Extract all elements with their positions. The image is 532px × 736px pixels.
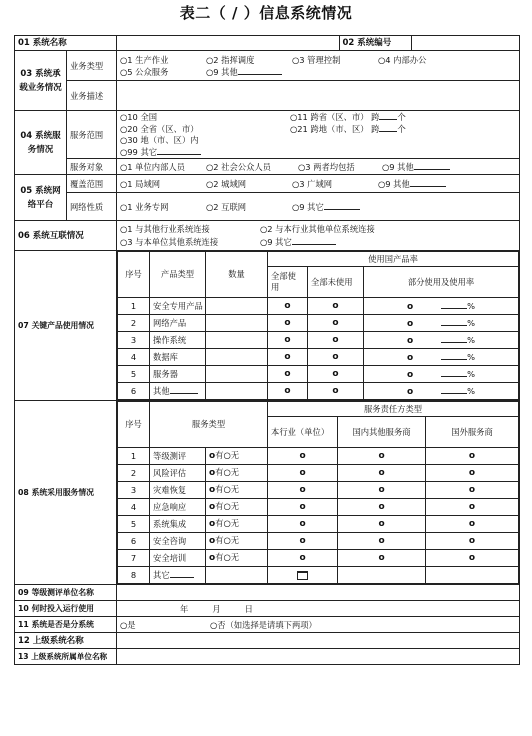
kp-all-radio[interactable] [268, 383, 308, 400]
kp-no: 6 [118, 383, 150, 400]
eval-unit-label: 09 等级测评单位名称 [15, 585, 117, 601]
radio-icon[interactable]: o [406, 301, 414, 312]
sv-domestic-radio[interactable] [338, 533, 426, 550]
business-type-label: 业务类型 [67, 51, 117, 81]
key-products-label: 07 关键产品使用情况 [15, 251, 117, 401]
sv-foreign-radio[interactable] [426, 533, 519, 550]
kp-qty[interactable] [206, 383, 268, 400]
kp-row [118, 332, 519, 349]
system-number-label: 02 系统编号 [339, 36, 411, 50]
page-title: 表二（ / ）信息系统情况 [179, 4, 353, 22]
sv-no: 5 [118, 516, 150, 533]
subsystem-yes[interactable]: ○是 [120, 619, 136, 630]
services-label: 08 系统采用服务情况 [15, 401, 117, 585]
radio-icon[interactable]: o [284, 386, 291, 396]
sv-no: 3 [118, 482, 150, 499]
service-object-opt-3[interactable]: ○3 两者均包括 [298, 161, 355, 172]
sv-row [118, 567, 519, 584]
kp-all-radio[interactable] [268, 315, 308, 332]
kp-none-radio[interactable] [308, 366, 364, 383]
sv-same-radio[interactable] [268, 499, 338, 516]
radio-icon[interactable]: o [468, 485, 476, 495]
kp-header-no: 序号 [118, 252, 150, 298]
kp-part-radio[interactable]: o % [364, 315, 519, 332]
network-cover-opt-9[interactable]: ○9 其他 [378, 178, 446, 190]
sv-domestic-radio[interactable] [338, 516, 426, 533]
kp-header-all: 全部使用 [268, 267, 308, 298]
sv-header-type: 服务类型 [150, 402, 268, 448]
service-object-opt-9[interactable]: ○9 其他 [382, 161, 450, 173]
run-date-day: 日 [244, 603, 253, 614]
service-range-label: 服务范围 [67, 111, 117, 159]
service-range-opt-30[interactable]: ○30 地（市、区）内 [120, 135, 199, 145]
sv-row [118, 516, 519, 533]
network-nature-opt-9[interactable]: ○9 其它 [292, 201, 360, 213]
sv-has[interactable]: o有○无 [206, 465, 268, 482]
radio-icon[interactable]: o [468, 451, 476, 461]
sv-foreign-radio[interactable] [426, 482, 519, 499]
network-nature-opt-1[interactable]: ○1 业务专网 [120, 201, 169, 212]
sv-foreign-radio[interactable] [426, 448, 519, 465]
radio-icon[interactable]: o [332, 352, 339, 362]
sv-foreign-radio[interactable] [426, 465, 519, 482]
business-type-opt-2[interactable]: ○2 指挥调度 [206, 54, 255, 65]
service-section-label: 04 系统服务情况 [15, 111, 67, 175]
radio-icon[interactable]: o [299, 553, 306, 563]
sv-row [118, 499, 519, 516]
network-nature-opt-2[interactable]: ○2 互联网 [206, 201, 247, 212]
network-cover-opt-3[interactable]: ○3 广域网 [292, 178, 333, 189]
sv-type: 应急响应 [150, 499, 206, 516]
sv-has[interactable]: o有○无 [206, 516, 268, 533]
kp-no: 3 [118, 332, 150, 349]
sv-type: 灾难恢复 [150, 482, 206, 499]
service-object-opt-2[interactable]: ○2 社会公众人员 [206, 161, 271, 172]
radio-icon[interactable]: o [332, 369, 339, 379]
kp-row [118, 366, 519, 383]
radio-icon[interactable]: o [284, 369, 291, 379]
run-date-month: 月 [212, 603, 221, 614]
kp-part-radio[interactable]: o % [364, 332, 519, 349]
radio-icon[interactable]: o [468, 519, 476, 529]
kp-all-radio[interactable] [268, 332, 308, 349]
sv-domestic-radio[interactable] [338, 465, 426, 482]
sv-foreign-radio[interactable] [426, 499, 519, 516]
interconnect-opt-2[interactable]: ○2 与本行业其他单位系统连接 [260, 223, 375, 234]
kp-header-rate: 使用国产品率 [268, 252, 519, 267]
network-section-label: 05 系统网络平台 [15, 175, 67, 221]
sv-no: 7 [118, 550, 150, 567]
network-cover-opt-2[interactable]: ○2 城域网 [206, 178, 247, 189]
kp-qty[interactable] [206, 332, 268, 349]
radio-icon[interactable]: o [468, 468, 476, 478]
sv-type: 其它 [150, 567, 206, 584]
system-name-field[interactable] [117, 36, 339, 50]
radio-icon[interactable]: o [468, 502, 476, 512]
service-range-opt-99[interactable]: ○99 其它 [120, 146, 201, 158]
interconnect-opt-9[interactable]: ○9 其它 [260, 236, 336, 249]
sv-type: 系统集成 [150, 516, 206, 533]
radio-icon[interactable]: o [378, 553, 385, 563]
kp-header-part: 部分使用及使用率 [364, 267, 519, 298]
sv-domestic-radio[interactable] [338, 567, 426, 584]
sv-type: 风险评估 [150, 465, 206, 482]
sv-row [118, 448, 519, 465]
sv-same-radio[interactable] [268, 448, 338, 465]
sv-domestic-radio[interactable] [338, 448, 426, 465]
radio-icon[interactable]: o [299, 485, 306, 495]
kp-type: 数据库 [150, 349, 206, 366]
sv-header-same: 本行业（单位） [268, 417, 338, 448]
kp-part-radio[interactable]: o % [364, 298, 519, 315]
sv-type: 安全咨询 [150, 533, 206, 550]
kp-qty[interactable] [206, 366, 268, 383]
service-range-opt-21[interactable]: ○21 跨地（市、区） 跨 个 [290, 124, 406, 134]
service-range-opt-20[interactable]: ○20 全省（区、市） [120, 124, 199, 134]
sv-no: 6 [118, 533, 150, 550]
sv-has[interactable] [206, 567, 268, 584]
kp-row [118, 298, 519, 315]
radio-icon[interactable]: o [332, 386, 339, 396]
radio-icon[interactable]: o [284, 301, 291, 311]
business-desc-label: 业务描述 [67, 81, 117, 111]
sv-type: 等级测评 [150, 448, 206, 465]
kp-none-radio[interactable] [308, 383, 364, 400]
radio-icon[interactable]: o [299, 502, 306, 512]
business-section-label: 03 系统承载业务情况 [15, 51, 67, 111]
sv-has[interactable]: o有○无 [206, 482, 268, 499]
network-cover-label: 覆盖范围 [67, 175, 117, 193]
radio-icon[interactable]: o [299, 536, 306, 546]
sv-row [118, 482, 519, 499]
kp-qty[interactable] [206, 349, 268, 366]
kp-type: 安全专用产品 [150, 298, 206, 315]
sv-domestic-radio[interactable] [338, 550, 426, 567]
kp-no: 2 [118, 315, 150, 332]
network-cover-opt-1[interactable]: ○1 局域网 [120, 178, 161, 189]
sv-has[interactable]: o有○无 [206, 533, 268, 550]
key-products-table [117, 251, 519, 400]
services-table [117, 401, 519, 584]
kp-type: 操作系统 [150, 332, 206, 349]
interconnect-opt-1[interactable]: ○1 与其他行业系统连接 [120, 223, 210, 234]
run-date-label: 10 何时投入运行使用 [15, 601, 117, 617]
radio-icon[interactable]: o [284, 352, 291, 362]
subsystem-label: 11 系统是否是分系统 [15, 617, 117, 633]
radio-icon[interactable]: o [378, 451, 385, 461]
kp-qty[interactable] [206, 315, 268, 332]
sv-no: 1 [118, 448, 150, 465]
business-type-opt-5[interactable]: ○5 公众服务 [120, 66, 169, 77]
kp-no: 4 [118, 349, 150, 366]
kp-part-radio[interactable]: o % [364, 349, 519, 366]
run-date-year: 年 [180, 603, 189, 614]
radio-icon[interactable]: o [406, 352, 414, 363]
radio-icon[interactable]: o [406, 369, 414, 380]
radio-icon[interactable]: o [378, 468, 385, 478]
kp-type: 服务器 [150, 366, 206, 383]
kp-row [118, 315, 519, 332]
radio-icon[interactable]: o [378, 485, 385, 495]
sv-no: 8 [118, 567, 150, 584]
kp-part-radio[interactable]: o % [364, 383, 519, 400]
business-type-opt-4[interactable]: ○4 内部办公 [378, 54, 427, 65]
sv-same-radio[interactable] [268, 482, 338, 499]
sv-header-provider: 服务责任方类型 [268, 402, 519, 417]
sv-foreign-radio[interactable] [426, 516, 519, 533]
radio-icon[interactable]: o [299, 519, 306, 529]
radio-icon[interactable]: o [378, 536, 385, 546]
radio-icon[interactable]: o [332, 335, 339, 345]
sv-has[interactable]: o有○无 [206, 448, 268, 465]
network-nature-label: 网络性质 [67, 193, 117, 221]
sv-header-no: 序号 [118, 402, 150, 448]
parent-system-field[interactable] [117, 633, 520, 649]
radio-icon[interactable]: o [299, 451, 306, 461]
kp-no: 5 [118, 366, 150, 383]
system-name-label: 01 系统名称 [15, 36, 117, 51]
eval-unit-field[interactable] [117, 585, 520, 601]
sv-no: 4 [118, 499, 150, 516]
sv-foreign-radio[interactable] [426, 550, 519, 567]
radio-icon[interactable]: o [299, 468, 306, 478]
sv-row [118, 465, 519, 482]
radio-icon[interactable]: o [332, 301, 339, 311]
sv-has[interactable]: o有○无 [206, 499, 268, 516]
sv-no: 2 [118, 465, 150, 482]
kp-none-radio[interactable] [308, 349, 364, 366]
kp-all-radio[interactable] [268, 349, 308, 366]
interconnect-label: 06 系统互联情况 [15, 221, 117, 251]
service-range-opt-10[interactable]: ○10 全国 [120, 112, 158, 122]
service-range-opt-11[interactable]: ○11 跨省（区、市） 跨 个 [290, 112, 406, 122]
kp-all-radio[interactable] [268, 366, 308, 383]
sv-header-domestic: 国内其他服务商 [338, 417, 426, 448]
sv-same-radio[interactable] [268, 550, 338, 567]
radio-icon[interactable]: o [406, 386, 414, 397]
service-object-opt-1[interactable]: ○1 单位内部人员 [120, 161, 185, 172]
business-desc-field[interactable] [117, 81, 520, 111]
kp-all-radio[interactable] [268, 298, 308, 315]
radio-icon[interactable]: o [378, 502, 385, 512]
sv-domestic-radio[interactable] [338, 482, 426, 499]
sv-domestic-radio[interactable] [338, 499, 426, 516]
system-number-field[interactable] [411, 36, 519, 50]
kp-part-radio[interactable]: o % [364, 366, 519, 383]
parent-unit-field[interactable] [117, 649, 520, 665]
service-object-label: 服务对象 [67, 159, 117, 175]
sv-foreign-radio[interactable] [426, 567, 519, 584]
sv-same-radio[interactable] [268, 516, 338, 533]
radio-icon[interactable]: o [468, 536, 476, 546]
sv-has[interactable]: o有○无 [206, 550, 268, 567]
parent-unit-label: 13 上级系统所属单位名称 [15, 649, 117, 665]
radio-icon[interactable]: o [284, 335, 291, 345]
kp-type: 其他 [150, 383, 206, 400]
kp-row [118, 349, 519, 366]
folder-icon[interactable] [297, 571, 308, 580]
kp-none-radio[interactable] [308, 332, 364, 349]
sv-row [118, 533, 519, 550]
kp-row [118, 383, 519, 400]
kp-header-type: 产品类型 [150, 252, 206, 298]
kp-type: 网络产品 [150, 315, 206, 332]
business-type-opt-9[interactable]: ○9 其他 [206, 66, 282, 78]
radio-icon[interactable]: o [284, 318, 291, 328]
kp-header-none: 全部未使用 [308, 267, 364, 298]
radio-icon[interactable]: o [468, 553, 476, 563]
kp-qty[interactable] [206, 298, 268, 315]
system-info-form [14, 35, 520, 665]
kp-none-radio[interactable] [308, 298, 364, 315]
radio-icon[interactable]: o [406, 335, 414, 346]
sv-type: 安全培训 [150, 550, 206, 567]
business-type-opt-1[interactable]: ○1 生产作业 [120, 54, 169, 65]
kp-no: 1 [118, 298, 150, 315]
radio-icon[interactable]: o [332, 318, 339, 328]
interconnect-opt-3[interactable]: ○3 与本单位其他系统连接 [120, 236, 219, 247]
parent-system-label: 12 上级系统名称 [15, 633, 117, 649]
radio-icon[interactable]: o [378, 519, 385, 529]
sv-row [118, 550, 519, 567]
business-type-opt-3[interactable]: ○3 管理控制 [292, 54, 341, 65]
kp-header-qty: 数量 [206, 252, 268, 298]
sv-same-radio[interactable] [268, 465, 338, 482]
sv-same-radio[interactable] [268, 567, 338, 584]
sv-header-foreign: 国外服务商 [426, 417, 519, 448]
sv-same-radio[interactable] [268, 533, 338, 550]
radio-icon[interactable]: o [406, 318, 414, 329]
subsystem-no[interactable]: ○否（如选择是请填下两项） [210, 619, 317, 630]
kp-none-radio[interactable] [308, 315, 364, 332]
